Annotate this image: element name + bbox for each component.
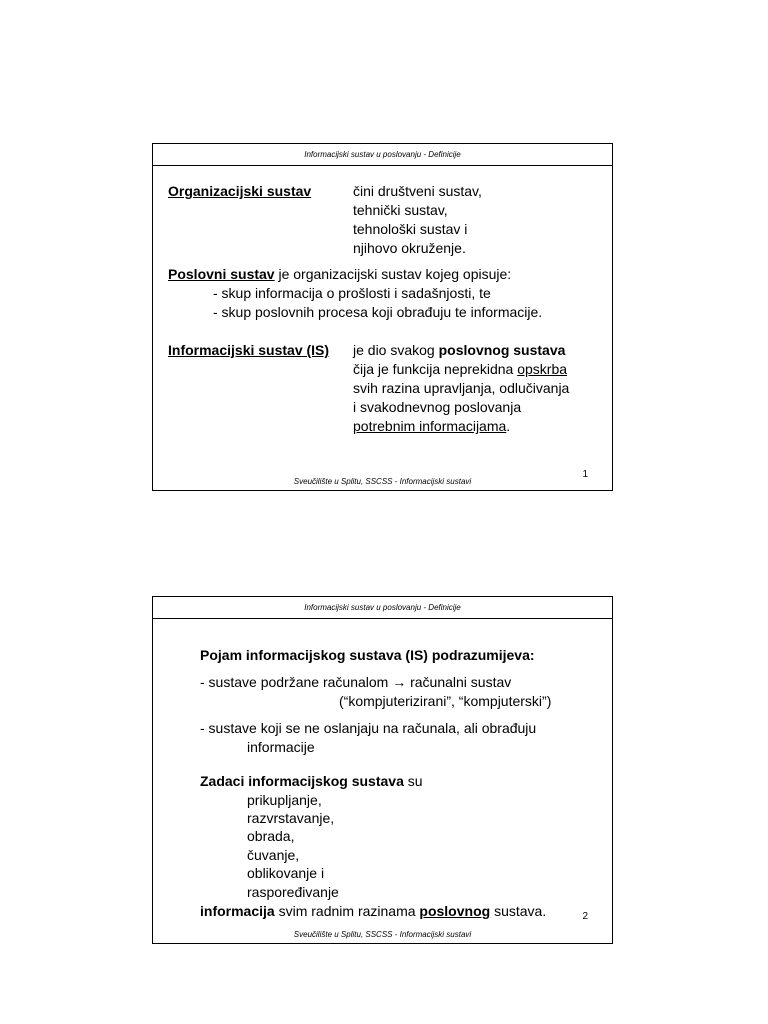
body-line: - sustave koji se ne oslanjaju na računala, ali obrađuju — [200, 720, 537, 736]
is-text: je dio svakog — [353, 342, 439, 358]
task-item: čuvanje, — [247, 847, 300, 863]
slide-header: Informacijski sustav u poslovanju - Definicije — [304, 603, 461, 612]
is-line — [353, 360, 567, 378]
task-item: prikupljanje, — [247, 792, 322, 808]
final-text: sustava. — [490, 903, 547, 919]
tasks-heading — [200, 772, 423, 790]
task-item: oblikovanje i — [247, 865, 325, 881]
slide-footer: Sveučilište u Splitu, SSCSS - Informacijski sustavi — [293, 930, 472, 939]
is-line: svih razina upravljanja, odlučivanja — [353, 380, 570, 396]
body-line: - sustave podržane računalom → računalni sustav — [200, 674, 512, 690]
posl-term: Poslovni sustav — [168, 266, 275, 282]
slide-footer: Sveučilište u Splitu, SSCSS - Informacijski sustavi — [293, 477, 472, 486]
is-line: i svakodnevnog poslovanja — [353, 399, 522, 415]
is-text: . — [506, 418, 511, 434]
org-term: Organizacijski sustav — [168, 183, 312, 199]
is-text: čija je funkcija neprekidna — [353, 361, 518, 377]
is-underlined: potrebnim informacijama — [353, 418, 507, 434]
is-term: Informacijski sustav (IS) — [168, 342, 330, 358]
posl-item: - skup poslovnih procesa koji obrađuju te informacije. — [213, 304, 543, 320]
final-text: svim radnim razinama — [274, 903, 420, 919]
slide-title: Pojam informacijskog sustava (IS) podrazumijeva: — [200, 647, 535, 663]
header-divider — [153, 165, 612, 166]
org-line: čini društveni sustav, — [353, 183, 482, 199]
posl-item: - skup informacija o prošlosti i sadašnjosti, te — [213, 285, 491, 301]
slide-header: Informacijski sustav u poslovanju - Definicije — [304, 150, 461, 159]
final-bold: informacija — [200, 903, 275, 919]
is-bold: poslovnog sustava — [438, 342, 566, 358]
poslovni-line — [168, 265, 511, 283]
org-line: tehnološki sustav i — [353, 221, 468, 237]
body-line: informacije — [247, 739, 315, 755]
slide-1 — [152, 143, 613, 491]
task-item: razvrstavanje, — [247, 810, 335, 826]
tasks-su: su — [403, 773, 423, 789]
slide-2 — [152, 596, 613, 944]
org-line: njihovo okruženje. — [353, 240, 466, 256]
header-divider — [153, 618, 612, 619]
is-line — [353, 341, 565, 359]
org-line: tehnički sustav, — [353, 202, 448, 218]
is-underlined: opskrba — [517, 361, 568, 377]
page-number: 2 — [582, 911, 588, 922]
body-line: (“kompjuterizirani”, “kompjuterski”) — [339, 693, 552, 709]
posl-rest: je organizacijski sustav kojeg opisuje: — [274, 266, 512, 282]
final-line — [200, 902, 546, 920]
page-number: 1 — [582, 469, 588, 480]
task-item: raspoređivanje — [247, 884, 339, 900]
task-item: obrada, — [247, 828, 295, 844]
tasks-term: Zadaci informacijskog sustava — [200, 773, 404, 789]
is-line — [353, 417, 510, 435]
final-bold-underlined: poslovnog — [419, 903, 491, 919]
